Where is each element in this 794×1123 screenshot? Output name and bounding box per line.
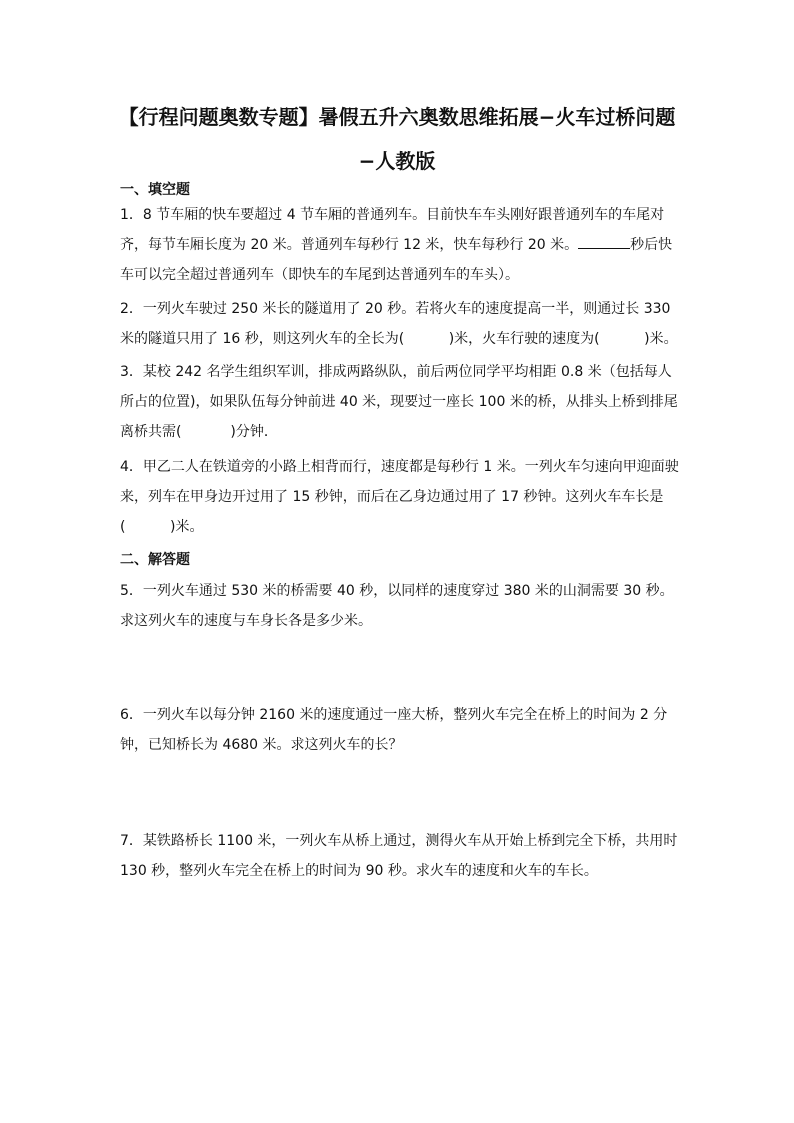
question-1	[120, 200, 680, 290]
document-title-line-1: 【行程问题奥数专题】暑假五升六奥数思维拓展−火车过桥问题	[118, 105, 676, 129]
answer-blank-1[interactable]	[578, 234, 630, 249]
question-4-text-a: 4．甲乙二人在铁道旁的小路上相背而行，速度都是每秒行 1 米。一列火车匀速向甲迎面驶来，列车在甲身边开过用了 15 秒钟，而后在乙身边通过用了 17 秒钟。这列火车车长是	[120, 459, 679, 505]
question-4	[120, 452, 680, 542]
question-3	[120, 357, 680, 447]
question-1-text-a: 1．8 节车厢的快车要超过 4 节车厢的普通列车。目前快车车头刚好跟普通列车的车尾对齐，每节车厢长度为 20 米。普通列车每秒行 12 米，快车每秒行 20 米。	[120, 207, 665, 253]
section-answer-heading: 二、解答题	[120, 552, 190, 568]
document-title-line-2: −人教版	[358, 149, 436, 173]
question-7: 7．某铁路桥长 1100 米，一列火车从桥上通过，测得火车从开始上桥到完全下桥，共用时 130 秒，整列火车完全在桥上的时间为 90 秒。求火车的速度和火车的车长。	[120, 833, 678, 879]
question-3-text-b: )分钟．	[230, 424, 278, 440]
question-5: 5．一列火车通过 530 米的桥需要 40 秒，以同样的速度穿过 380 米的山洞需要 30 秒。求这列火车的速度与车身长各是多少米。	[120, 583, 674, 629]
question-4-text-b: (	[120, 519, 126, 535]
question-3-text-a: 3．某校 242 名学生组织军训，排成两路纵队，前后两位同学平均相距 0.8 米（包括每人所占的位置)，如果队伍每分钟前进 40 米，现要过一座长 100 米的桥，从排头上桥到排尾离桥共需(	[120, 364, 678, 440]
question-2-text-c: )米。	[644, 331, 678, 347]
question-2	[120, 294, 680, 354]
question-2-text-b: )米，火车行驶的速度为(	[448, 331, 600, 347]
question-2-text-a: 2．一列火车驶过 250 米长的隧道用了 20 秒。若将火车的速度提高一半，则通过长 330 米的隧道只用了 16 秒，则这列火车的全长为(	[120, 301, 671, 347]
question-6: 6．一列火车以每分钟 2160 米的速度通过一座大桥，整列火车完全在桥上的时间为 2 分钟，已知桥长为 4680 米。求这列火车的长？	[120, 707, 668, 753]
section-fill-in-heading: 一、填空题	[120, 182, 190, 198]
question-4-text-c: )米。	[169, 519, 204, 535]
question-1-text-b: 秒后快车可以完全超过普通列车（即快车的车尾到达普通列车的车头）。	[120, 237, 673, 283]
